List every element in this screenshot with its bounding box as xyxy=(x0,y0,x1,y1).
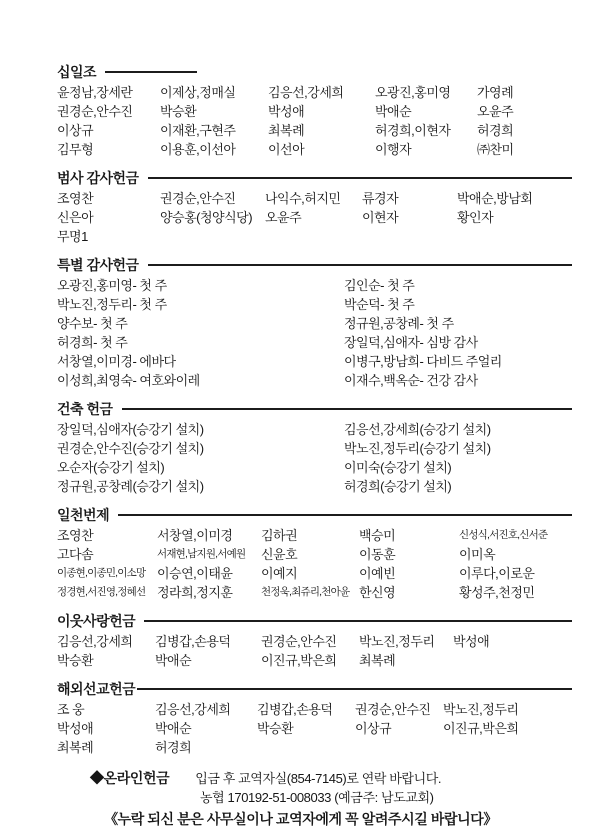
donor-name: 이진규,박은희 xyxy=(261,653,337,668)
section-title-ilcheon: 일천번제 xyxy=(57,506,110,523)
omission-notice: 《누락 되신 분은 사무실이나 교역자에게 꼭 알려주시길 바랍니다》 xyxy=(104,811,497,827)
donor-grid xyxy=(57,83,572,159)
donor-name: 이병구,방남희- 다비드 주얼리 xyxy=(344,354,502,369)
donor-name: 이예빈 xyxy=(359,566,396,581)
donor-name: 정경현,서진영,정혜선 xyxy=(57,586,146,598)
donor-name: 오광진,홍미영 xyxy=(375,85,451,100)
donor-name: 정라희,정지훈 xyxy=(157,585,233,600)
donor-name: 조영찬 xyxy=(57,528,94,543)
online-offering-title: 온라인헌금 xyxy=(103,770,170,786)
donor-name: 이상규 xyxy=(355,721,392,736)
donor-name: 김응선,강세희 xyxy=(57,634,133,649)
donor-name: 이현자 xyxy=(362,210,399,225)
donor-name: 장일덕,심애자(승강기 설치) xyxy=(57,422,204,437)
online-offering-row xyxy=(57,769,572,788)
section-overseas-mission xyxy=(57,679,572,757)
donor-name: 김응선,강세희 xyxy=(268,85,344,100)
section-title-tithe: 십일조 xyxy=(57,63,97,80)
section-rule xyxy=(122,408,573,410)
donor-name: 서창열,이미경 xyxy=(157,528,233,543)
donor-name: 정규원,공창례- 첫 주 xyxy=(344,316,454,331)
empty-cell xyxy=(457,227,572,246)
donor-name: 이루다,이로운 xyxy=(459,566,535,581)
donor-name: ㈜찬미 xyxy=(477,142,514,157)
section-title-neighbor-love: 이웃사랑헌금 xyxy=(57,612,136,629)
donor-grid xyxy=(57,632,572,670)
section-rule xyxy=(148,177,572,179)
section-building xyxy=(57,399,572,496)
section-ilcheon xyxy=(57,505,572,602)
donor-name: 박성애 xyxy=(268,104,305,119)
donor-name: 박노진,정두리 xyxy=(359,634,435,649)
donor-name: 한신영 xyxy=(359,585,396,600)
section-title-overseas-mission: 해외선교헌금 xyxy=(57,680,136,697)
section-rule xyxy=(105,71,197,73)
donor-name: 신성식,서진호,신서준 xyxy=(459,529,548,541)
donor-name: 박애순 xyxy=(155,721,192,736)
donor-name: 양수보- 첫 주 xyxy=(57,316,128,331)
donor-name: 박노진,정두리- 첫 주 xyxy=(57,297,167,312)
section-header xyxy=(57,611,572,630)
donor-name: 이예지 xyxy=(261,566,298,581)
donor-name: 오윤주 xyxy=(477,104,514,119)
section-header xyxy=(57,62,572,81)
donor-name: 최복례 xyxy=(57,740,94,755)
donor-name: 이성희,최영숙- 여호와이레 xyxy=(57,373,200,388)
donor-name: 조 웅 xyxy=(57,702,85,717)
donor-name: 김응선,강세희(승강기 설치) xyxy=(344,422,491,437)
donor-name: 이재수,백옥순- 건강 감사 xyxy=(344,373,478,388)
donor-name: 박성애 xyxy=(57,721,94,736)
donor-name: 허경희 xyxy=(155,740,192,755)
donor-name: 박애순,방남회 xyxy=(457,191,533,206)
donor-name: 이재환,구현주 xyxy=(160,123,236,138)
donor-name: 박노진,정두리 xyxy=(443,702,519,717)
donor-name: 오순자(승강기 설치) xyxy=(57,460,165,475)
donor-name: 이승연,이태윤 xyxy=(157,566,233,581)
donor-name: 나익수,허지민 xyxy=(265,191,341,206)
empty-cell xyxy=(257,738,355,757)
empty-cell xyxy=(443,738,572,757)
donor-name: 이미옥 xyxy=(459,547,496,562)
donor-name: 서재현,남지원,서예원 xyxy=(157,548,246,560)
donor-name: 권경순,안수진 xyxy=(355,702,431,717)
section-beomsa-thanks xyxy=(57,168,572,246)
donor-name: 류경자 xyxy=(362,191,399,206)
donor-grid xyxy=(57,420,572,496)
donor-name: 이제상,정매실 xyxy=(160,85,236,100)
donor-name: 이종현,이종민,이소망 xyxy=(57,567,146,579)
section-header xyxy=(57,399,572,418)
empty-cell xyxy=(355,738,443,757)
section-title-building: 건축 헌금 xyxy=(57,400,113,417)
donor-name: 박성애 xyxy=(453,634,490,649)
donor-name: 김인순- 첫 주 xyxy=(344,278,415,293)
donor-name: 박승환 xyxy=(57,653,94,668)
donor-name: 최복례 xyxy=(268,123,305,138)
donor-grid xyxy=(57,700,572,757)
section-header xyxy=(57,168,572,187)
donor-name: 박순덕- 첫 주 xyxy=(344,297,415,312)
section-header xyxy=(57,679,572,698)
donor-name: 이미숙(승강기 설치) xyxy=(344,460,452,475)
diamond-icon: ◆ xyxy=(90,770,104,786)
section-header xyxy=(57,505,572,524)
donor-name: 정규원,공창례(승강기 설치) xyxy=(57,479,204,494)
donor-name: 김무형 xyxy=(57,142,94,157)
donor-name: 황성주,천정민 xyxy=(459,585,535,600)
section-rule xyxy=(137,688,572,690)
donor-name: 오윤주 xyxy=(265,210,302,225)
section-title-beomsa-thanks: 범사 감사헌금 xyxy=(57,169,139,186)
online-offering-label xyxy=(90,769,169,788)
sections xyxy=(57,62,572,757)
section-special-thanks xyxy=(57,255,572,390)
donor-name: 이진규,박은희 xyxy=(443,721,519,736)
donor-name: 허경희(승강기 설치) xyxy=(344,479,452,494)
donor-name: 신은아 xyxy=(57,210,94,225)
section-rule xyxy=(148,264,572,266)
section-title-special-thanks: 특별 감사헌금 xyxy=(57,256,139,273)
donor-grid xyxy=(57,189,572,246)
donor-name: 황인자 xyxy=(457,210,494,225)
donor-name: 김병갑,손용덕 xyxy=(155,634,231,649)
empty-cell xyxy=(265,227,362,246)
donor-grid xyxy=(57,276,572,390)
donor-name: 이상규 xyxy=(57,123,94,138)
donor-name: 최복례 xyxy=(359,653,396,668)
online-offering-footer xyxy=(57,769,572,829)
section-tithe xyxy=(57,62,572,159)
donor-name: 김하권 xyxy=(261,528,298,543)
donor-name: 권경순,안수진(승강기 설치) xyxy=(57,441,204,456)
donor-name: 허경희 xyxy=(477,123,514,138)
donor-name: 이용훈,이선아 xyxy=(160,142,236,157)
donor-grid xyxy=(57,526,572,602)
donor-name: 서창열,이미경- 에바다 xyxy=(57,354,176,369)
section-rule xyxy=(118,514,572,516)
donor-name: 무명1 xyxy=(57,229,88,244)
donor-name: 가영례 xyxy=(477,85,514,100)
donor-name: 장일덕,심애자- 심방 감사 xyxy=(344,335,478,350)
donor-name: 권경순,안수진 xyxy=(57,104,133,119)
section-neighbor-love xyxy=(57,611,572,670)
donor-name: 권경순,안수진 xyxy=(160,191,236,206)
donor-name: 김병갑,손용덕 xyxy=(257,702,333,717)
donor-name: 이동훈 xyxy=(359,547,396,562)
donor-name: 천정욱,최쥬리,천아윤 xyxy=(261,586,350,598)
bank-account-line: 농협 170192-51-008033 (예금주: 남도교회) xyxy=(200,790,434,805)
donor-name: 이행자 xyxy=(375,142,412,157)
online-offering-instruction: 입금 후 교역자실(854-7145)로 연락 바랍니다. xyxy=(195,771,442,786)
donor-name: 양승홍(청양식당) xyxy=(160,210,253,225)
donor-name: 권경순,안수진 xyxy=(261,634,337,649)
donor-name: 박노진,정두리(승강기 설치) xyxy=(344,441,491,456)
donor-name: 김응선,강세희 xyxy=(155,702,231,717)
donor-name: 박승환 xyxy=(257,721,294,736)
donor-name: 허경희,이현자 xyxy=(375,123,451,138)
donor-name: 신윤호 xyxy=(261,547,298,562)
donor-name: 이선아 xyxy=(268,142,305,157)
donor-name: 오광진,홍미영- 첫 주 xyxy=(57,278,167,293)
donor-name: 허경희- 첫 주 xyxy=(57,335,128,350)
donor-name: 백승미 xyxy=(359,528,396,543)
donor-name: 박애순 xyxy=(155,653,192,668)
section-header xyxy=(57,255,572,274)
donor-name: 윤정남,장세란 xyxy=(57,85,133,100)
donor-name: 고다솜 xyxy=(57,547,94,562)
donor-name: 박승환 xyxy=(160,104,197,119)
section-rule xyxy=(144,620,572,622)
empty-cell xyxy=(362,227,457,246)
empty-cell xyxy=(453,651,572,670)
donor-name: 박애순 xyxy=(375,104,412,119)
donor-name: 조영찬 xyxy=(57,191,94,206)
empty-cell xyxy=(160,227,265,246)
